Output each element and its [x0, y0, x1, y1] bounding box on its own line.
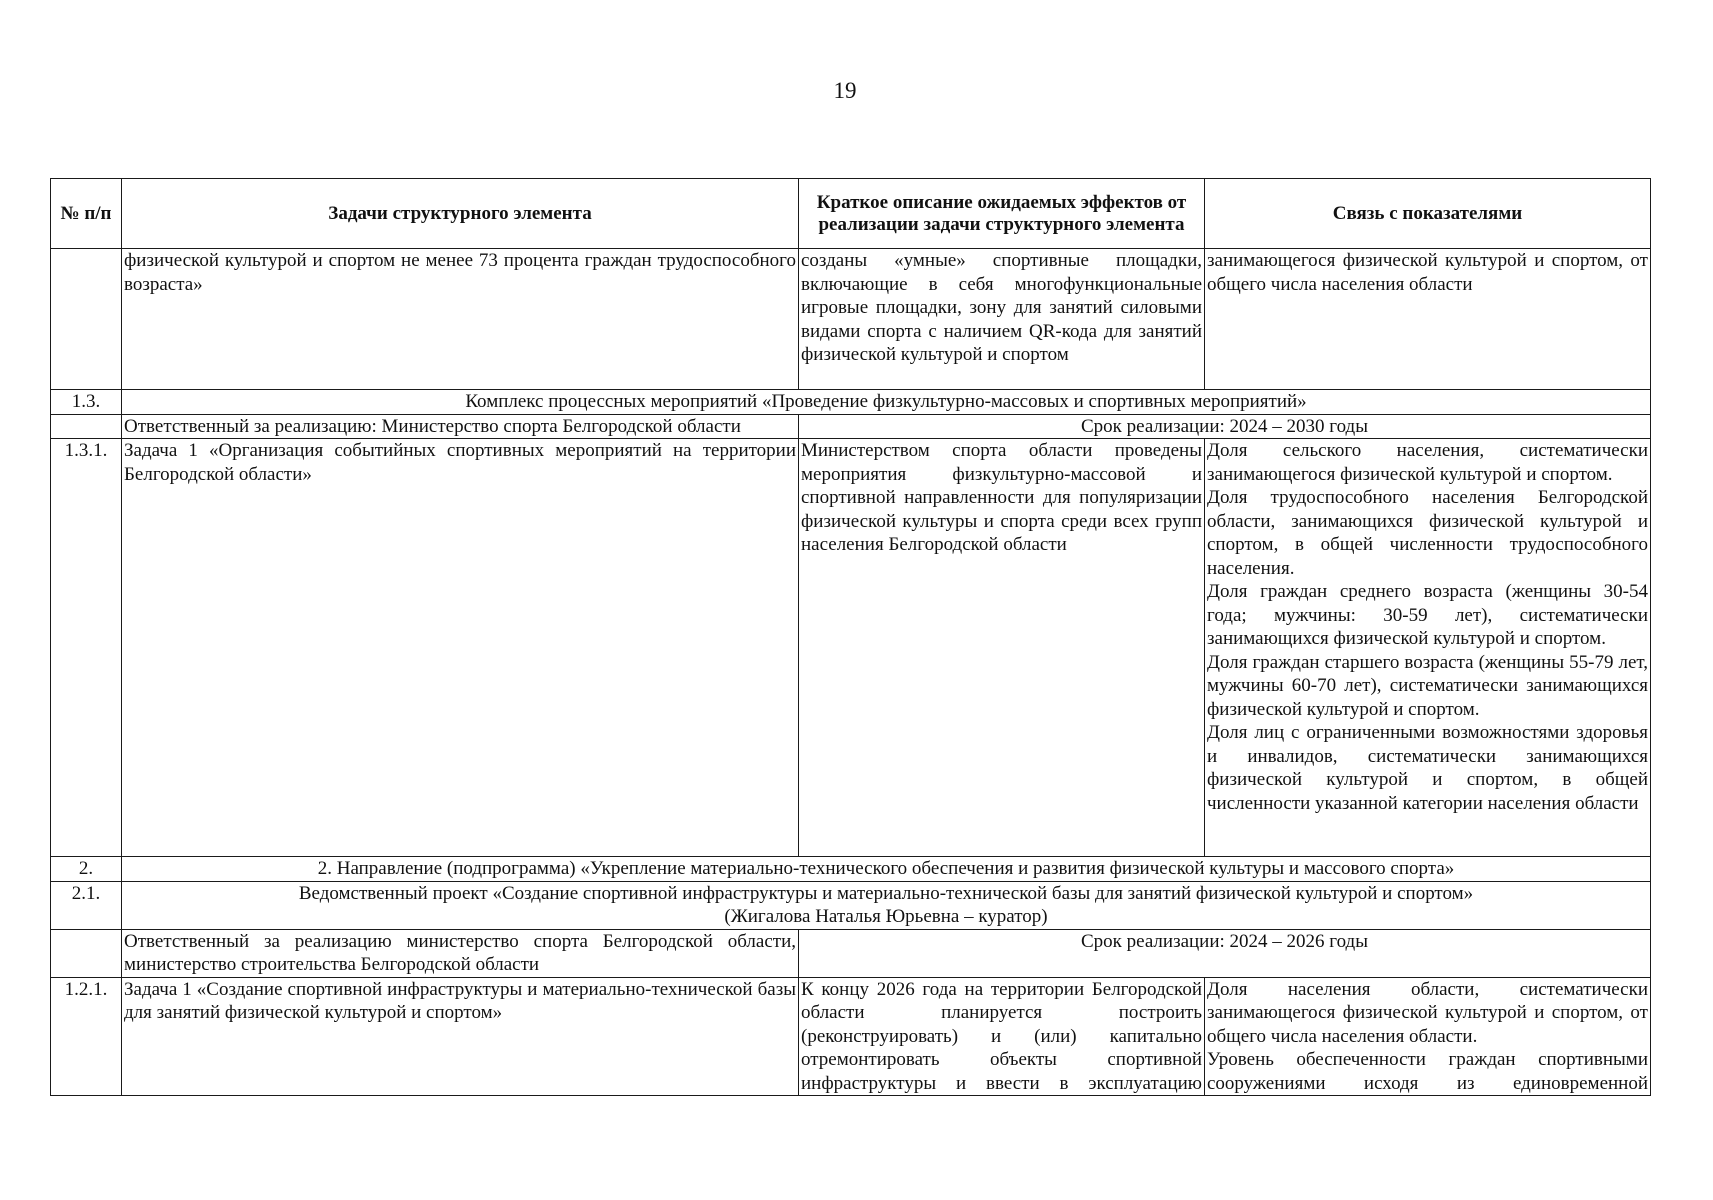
link-item: Уровень обеспеченности граждан спортивными сооружениями исходя из единовременной [1207, 1049, 1648, 1094]
link-cell: занимающегося физической культурой и спортом, от общего числа населения области [1205, 249, 1651, 390]
header-number: № п/п [51, 179, 122, 249]
table-header-row [51, 179, 1651, 249]
responsible-cell: Ответственный за реализацию: Министерство спорта Белгородской области [122, 414, 799, 439]
row-number: 2.1. [51, 881, 122, 929]
link-cell [1205, 439, 1651, 857]
row-number: 1.2.1. [51, 977, 122, 1096]
row-number [51, 929, 122, 977]
section-row [51, 390, 1651, 415]
page-number: 19 [833, 78, 857, 103]
link-item: Доля граждан среднего возраста (женщины 30-54 года; мужчины: 30-59 лет), систематически занимающихся физической культурой и спортом. [1207, 581, 1648, 649]
link-item: Доля населения области, систематически занимающегося физической культурой и спортом, от общего числа населения области. [1207, 978, 1648, 1047]
task-cell: Задача 1 «Создание спортивной инфраструктуры и материально-технической базы для занятий физической культурой и спортом» [122, 977, 799, 1096]
responsible-cell: Ответственный за реализацию министерство спорта Белгородской области, министерство строительства Белгородской области [122, 929, 799, 977]
section-title: Комплекс процессных мероприятий «Проведение физкультурно-массовых и спортивных мероприятий» [122, 390, 1651, 415]
effect-cell: созданы «умные» спортивные площадки, включающие в себя многофункциональные игровые площадки, зону для занятий силовыми видами спорта с наличием QR-кода для занятий физической культурой и спортом [799, 249, 1205, 390]
effect-cell: К концу 2026 года на территории Белгородской области планируется построить (реконструировать) и (или) капитально отремонтировать объекты спортивной инфраструктуры и ввести в эксплуатацию [799, 977, 1205, 1096]
section-title [122, 881, 1651, 929]
section-row [51, 881, 1651, 929]
table-row [51, 439, 1651, 857]
section-title-line: Ведомственный проект «Создание спортивной инфраструктуры и материально-технической базы для занятий физической культурой и спортом» [298, 882, 1474, 904]
link-cell [1205, 977, 1651, 1096]
term-cell: Срок реализации: 2024 – 2026 годы [799, 929, 1651, 977]
link-item: Доля лиц с ограниченными возможностями здоровья и инвалидов, систематически занимающихся физической культурой и спортом, в общей численности указанной категории населения области [1207, 722, 1648, 814]
row-number: 2. [51, 857, 122, 882]
term-cell: Срок реализации: 2024 – 2030 годы [799, 414, 1651, 439]
effect-cell: Министерством спорта области проведены мероприятия физкультурно-массовой и спортивной направленности для популяризации физической культуры и спорта среди всех групп населения Белгородской области [799, 439, 1205, 857]
table-row [51, 977, 1651, 1096]
section-title: 2. Направление (подпрограмма) «Укрепление материально-технического обеспечения и развития физической культуры и массового спорта» [122, 857, 1651, 882]
section-row [51, 857, 1651, 882]
link-item: Доля трудоспособного населения Белгородской области, занимающихся физической культурой и спортом, в общей численности трудоспособного населения. [1207, 487, 1648, 579]
task-cell: Задача 1 «Организация событийных спортивных мероприятий на территории Белгородской области» [122, 439, 799, 857]
row-number: 1.3. [51, 390, 122, 415]
header-effects: Краткое описание ожидаемых эффектов от реализации задачи структурного элемента [799, 179, 1205, 249]
program-table [50, 178, 1651, 1096]
link-item: Доля сельского населения, систематически занимающегося физической культурой и спортом. [1207, 440, 1648, 485]
row-number [51, 414, 122, 439]
section-curator: (Жигалова Наталья Юрьевна – куратор) [724, 906, 1048, 927]
table-row [51, 249, 1651, 390]
responsible-row [51, 929, 1651, 977]
responsible-row [51, 414, 1651, 439]
row-number [51, 249, 122, 390]
header-tasks: Задачи структурного элемента [122, 179, 799, 249]
header-links: Связь с показателями [1205, 179, 1651, 249]
row-number: 1.3.1. [51, 439, 122, 857]
task-cell: физической культурой и спортом не менее 73 процента граждан трудоспособного возраста» [122, 249, 799, 390]
link-item: Доля граждан старшего возраста (женщины 55-79 лет, мужчины 60-70 лет), систематически занимающихся физической культурой и спортом. [1207, 651, 1648, 720]
